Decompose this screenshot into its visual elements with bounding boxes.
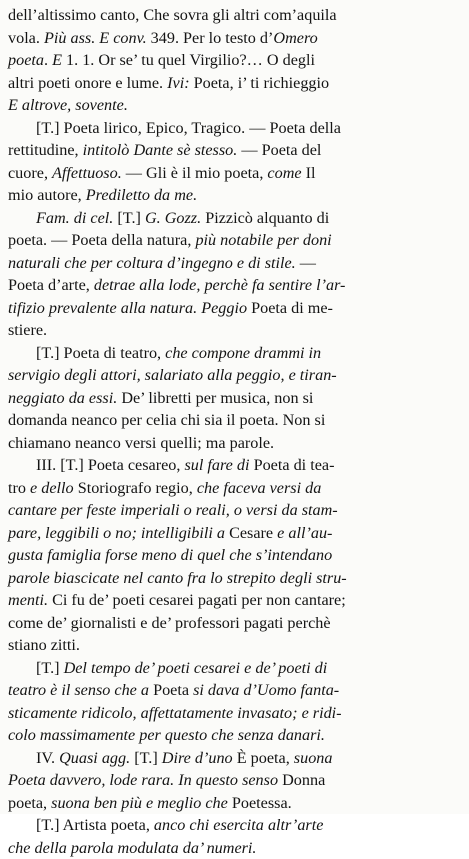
text-line — [0, 747, 463, 770]
text-span: altri poeti onore e lume. — [8, 74, 167, 92]
text-span: . — [44, 51, 52, 69]
text-line — [0, 409, 463, 432]
text-span: come de’ giornalisti e de’ professori pagati perchè — [8, 614, 331, 632]
text-span: chiamano neanco versi quelli; ma parole. — [8, 434, 274, 452]
text-line — [0, 297, 463, 320]
text-line — [0, 49, 463, 72]
italic-text: neggiato da essi. — [8, 389, 117, 407]
italic-text: parole biascicate nel canto fra lo strepito degli stru- — [8, 569, 347, 587]
italic-text: detrae alla lode, perchè fa sentire l’ar- — [94, 276, 346, 294]
italic-text: Omero — [273, 29, 317, 47]
italic-text: G. Gozz. — [145, 209, 201, 227]
text-line — [0, 522, 463, 545]
text-span: IV. — [36, 749, 59, 767]
text-line — [0, 4, 463, 27]
text-span: Poeta — [149, 681, 193, 699]
text-line — [0, 612, 463, 635]
text-line — [0, 207, 463, 230]
text-span: Il — [302, 164, 316, 182]
text-line — [0, 814, 463, 837]
text-line — [0, 27, 463, 50]
text-span: poeta. — Poeta della natura, — [8, 231, 195, 249]
text-span: [T.] Artista poeta, — [36, 816, 154, 834]
italic-text: cantare per feste imperiali o reali, o versi da stam- — [8, 501, 338, 519]
italic-text: gusta famiglia forse meno di quel che s’intendano — [8, 546, 332, 564]
text-line — [0, 94, 463, 117]
italic-text: naturali che per coltura d’ingegno e di stile. — [8, 254, 296, 272]
text-line — [0, 724, 463, 747]
text-span: Poeta, i’ ti richieggio — [190, 74, 330, 92]
italic-text: più notabile per doni — [195, 231, 331, 249]
text-span: domanda neanco per celia chi sia il poeta. Non si — [8, 411, 325, 429]
text-span: poeta, — [8, 794, 51, 812]
text-span: Poeta d’arte, — [8, 276, 94, 294]
text-line — [0, 364, 463, 387]
text-line — [0, 162, 463, 185]
text-span: [T.] Poeta lirico, Epico, Tragico. — Poeta della — [36, 119, 341, 137]
italic-text: e dello — [30, 479, 74, 497]
italic-text: suona ben più e meglio che — [51, 794, 228, 812]
text-span: [T.] — [113, 209, 145, 227]
text-span: 1. 1. Or se’ tu quel Virgilio?… O degli — [62, 51, 315, 69]
italic-text: che della parola modulata da’ numeri. — [8, 839, 256, 857]
text-line — [0, 432, 463, 455]
text-span: Ci fu de’ poeti cesarei pagati per non cantare; — [48, 591, 346, 609]
text-line — [0, 567, 463, 590]
italic-text: e all’au- — [277, 524, 332, 542]
italic-text: anco chi esercita altr’arte — [154, 816, 323, 834]
italic-text: pare, leggibili o no; intelligibili a — [8, 524, 225, 542]
text-span: — Gli è il mio poeta, — [122, 164, 268, 182]
text-span: cuore, — [8, 164, 52, 182]
text-line — [0, 454, 463, 477]
text-line — [0, 679, 463, 702]
text-span: Donna — [278, 771, 325, 789]
italic-text: Più ass. E conv. — [44, 29, 147, 47]
italic-text: E — [52, 51, 62, 69]
italic-text: teatro è il senso che a — [8, 681, 149, 699]
text-line — [0, 769, 463, 792]
text-line — [0, 499, 463, 522]
text-span: Pizzicò alquanto di — [201, 209, 329, 227]
italic-text: Ivi: — [167, 74, 189, 92]
italic-text: sticamente ridicolo, affettatamente invasato; e ridi- — [8, 704, 342, 722]
italic-text: Fam. di cel. — [36, 209, 113, 227]
italic-text: Peggio — [201, 299, 247, 317]
text-span: stiano zitti. — [8, 636, 80, 654]
italic-text: menti. — [8, 591, 48, 609]
italic-text: colo massimamente per questo che senza danari. — [8, 726, 325, 744]
italic-text: suona — [294, 749, 333, 767]
italic-text: sul fare di — [184, 456, 249, 474]
text-line — [0, 702, 463, 725]
text-line — [0, 252, 463, 275]
text-span: È poeta, — [233, 749, 294, 767]
text-span: — Poeta del — [237, 141, 321, 159]
text-span: III. [T.] Poeta cesareo, — [36, 456, 184, 474]
italic-text: Poeta davvero, lode rara. In questo senso — [8, 771, 278, 789]
italic-text: Dire d’uno — [162, 749, 233, 767]
text-span: [T.] — [36, 659, 64, 677]
text-span: Cesare — [225, 524, 277, 542]
text-span: Storiografo regio, — [74, 479, 197, 497]
italic-text: poeta — [8, 51, 44, 69]
text-line — [0, 589, 463, 612]
text-line — [0, 544, 463, 567]
text-line — [0, 72, 463, 95]
text-line — [0, 117, 463, 140]
italic-text: E altrove, sovente. — [8, 96, 128, 114]
italic-text: Quasi agg. — [59, 749, 130, 767]
italic-text: servigio degli attori, salariato alla peggio, e tiran- — [8, 366, 337, 384]
text-span: stiere. — [8, 321, 47, 339]
text-span: mio autore, — [8, 186, 86, 204]
text-span: vola. — [8, 29, 44, 47]
text-line — [0, 229, 463, 252]
text-line — [0, 274, 463, 297]
text-line — [0, 184, 463, 207]
text-span: [T.] Poeta di teatro, — [36, 344, 165, 362]
text-span: Poetessa. — [228, 794, 292, 812]
text-line — [0, 792, 463, 815]
text-line — [0, 342, 463, 365]
text-span: [T.] — [130, 749, 162, 767]
text-span: dell’altissimo canto, Che sovra gli altri com’aquila — [8, 6, 337, 24]
text-line — [0, 477, 463, 500]
italic-text: come — [267, 164, 301, 182]
text-line — [0, 837, 463, 859]
text-span: Poeta di me- — [247, 299, 333, 317]
text-span: Poeta di tea- — [250, 456, 335, 474]
text-span: — — [296, 254, 316, 272]
italic-text: che compone drammi in — [165, 344, 321, 362]
italic-text: Del tempo de’ poeti cesarei e de’ poeti di — [64, 659, 328, 677]
italic-text: Prediletto da me. — [86, 186, 197, 204]
text-line — [0, 657, 463, 680]
italic-text: Affettuoso. — [52, 164, 122, 182]
text-span: De’ libretti per musica, non si — [117, 389, 313, 407]
text-span: rettitudine, — [8, 141, 83, 159]
italic-text: che faceva versi da — [197, 479, 322, 497]
text-span: tro — [8, 479, 30, 497]
italic-text: intitolò Dante sè stesso. — [83, 141, 238, 159]
text-line — [0, 387, 463, 410]
text-line — [0, 319, 463, 342]
text-line — [0, 634, 463, 657]
text-span: 349. Per lo testo d’ — [147, 29, 274, 47]
italic-text: tifizio prevalente alla natura. — [8, 299, 197, 317]
italic-text: si dava d’Uomo fanta- — [193, 681, 339, 699]
text-line — [0, 139, 463, 162]
